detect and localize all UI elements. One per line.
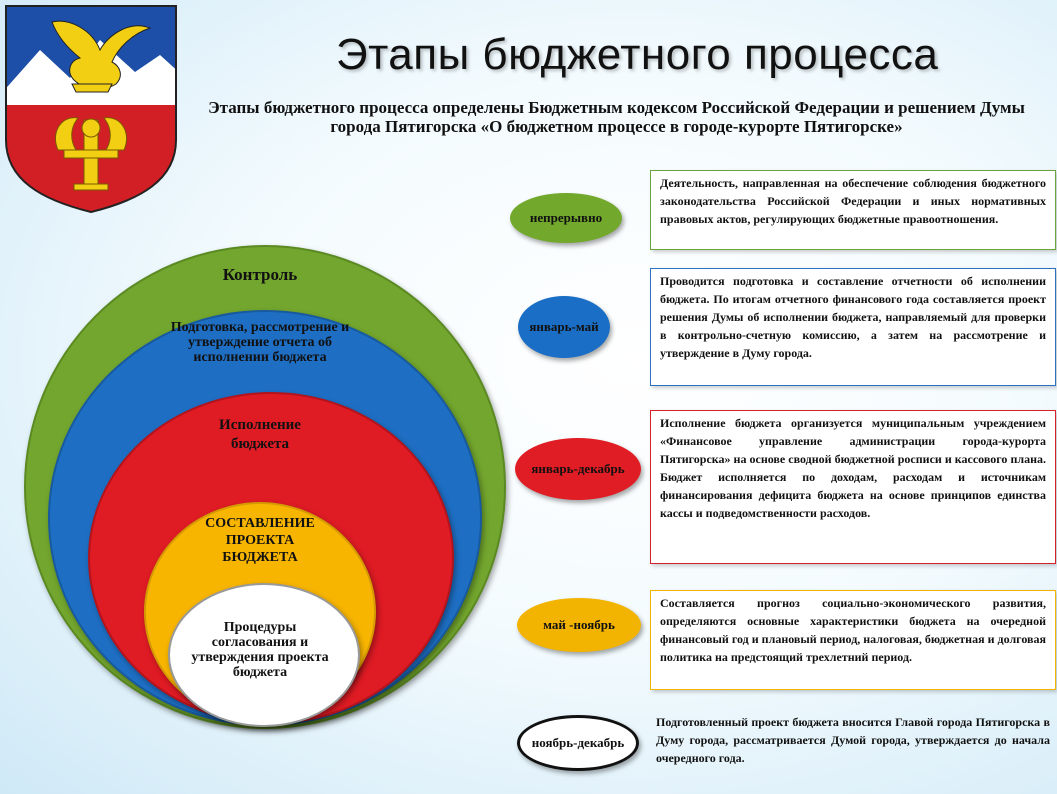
stage-period-nov-dec: ноябрь-декабрь	[517, 715, 639, 771]
stage-description-may-nov: Составляется прогноз социально-экономического развития, определяются основные характеристики бюджета на очередной финансовый год и плановый период, налоговая, бюджетная и долговая политика на предстоящий трехлетний период.	[650, 590, 1056, 690]
stage-period-jan-dec: январь-декабрь	[515, 438, 641, 500]
label-control: Контроль	[222, 265, 298, 284]
stage-period-continuous: непрерывно	[510, 193, 622, 243]
label-procedures: Процедуры согласования и утверждения проекта бюджета	[191, 620, 329, 680]
stage-description-jan-may: Проводится подготовка и составление отчетности об исполнении бюджета. По итогам отчетного финансового года составляется проект решения Думы об исполнении бюджета, направляемый для проверки в контрольно-счетную комиссию, а затем на рассмотрение и утверждение в Думу города.	[650, 268, 1056, 386]
page-subtitle: Этапы бюджетного процесса определены Бюджетным кодексом Российской Федерации и решением Думы города Пятигорска «О бюджетном процессе в городе-курорте Пятигорске»	[208, 98, 1025, 136]
label-report: Подготовка, рассмотрение и утверждение отчета об исполнении бюджета	[170, 320, 350, 365]
page-title: Этапы бюджетного процесса	[336, 30, 939, 79]
label-execution: Исполнение бюджета	[219, 417, 301, 452]
stage-period-jan-may: январь-май	[518, 296, 610, 358]
stage-description-jan-dec: Исполнение бюджета организуется муниципальным учреждением «Финансовое управление администрации города-курорта Пятигорска» на основе сводной бюджетной росписи и кассового плана. Бюджет исполняется по доходам, расходам и источникам финансирования дефицита бюджета на основе принципов единства кассы и подведомственности расходов.	[650, 410, 1056, 564]
city-coat-of-arms-icon	[0, 0, 182, 215]
label-drafting: СОСТАВЛЕНИЕ ПРОЕКТА БЮДЖЕТА	[205, 516, 315, 565]
nested-circles-diagram	[0, 230, 520, 770]
stage-description-nov-dec: Подготовленный проект бюджета вносится Главой города Пятигорска в Думу города, рассматривается Думой города, утверждается до начала очередного года.	[656, 715, 1050, 765]
stage-period-may-nov: май -ноябрь	[517, 598, 641, 652]
stage-description-continuous: Деятельность, направленная на обеспечение соблюдения бюджетного законодательства Российской Федерации и иных нормативных правовых актов, регулирующих бюджетные правоотношения.	[650, 170, 1056, 250]
